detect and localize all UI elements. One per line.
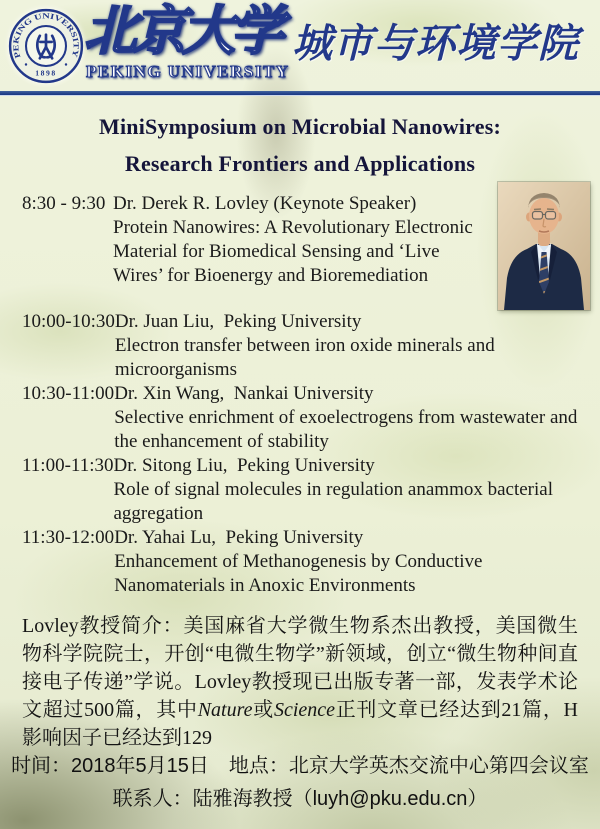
pku-seal-logo: [8, 6, 84, 86]
schedule-item: [22, 526, 590, 598]
header-divider-rule: [0, 91, 600, 96]
schedule-time: 10:00-10:30: [22, 311, 115, 332]
poster-title-line1: MiniSymposium on Microbial Nanowires:: [98, 114, 501, 139]
schedule-item: [22, 310, 590, 382]
schedule-time: 11:30-12:00: [22, 527, 115, 548]
schedule-desc: [113, 192, 485, 288]
schedule-speaker: Dr. Xin Wang, Nankai University: [114, 383, 374, 404]
schedule-talk-title: Protein Nanowires: A Revolutionary Electronic Material for Biomedical Sensing and ‘Live Wires’ for Bioenergy and Bioremediation: [113, 217, 473, 286]
schedule-talk-title: Role of signal molecules in regulation anammox bacterial aggregation: [113, 479, 553, 524]
schedule-list: [22, 192, 590, 598]
schedule-item: [22, 382, 590, 454]
event-time-location: 时间：2018年5月15日 地点：北京大学英杰交流中心第四会议室: [11, 755, 589, 777]
schedule-talk-title: Enhancement of Methanogenesis by Conductive Nanomaterials in Anoxic Environments: [114, 551, 483, 596]
schedule-desc: [113, 454, 590, 526]
poster-title-line2: Research Frontiers and Applications: [124, 151, 476, 176]
schedule-item: [22, 454, 590, 526]
department-name-cn: 城市与环境学院: [292, 21, 579, 66]
schedule-speaker: Dr. Derek R. Lovley (Keynote Speaker): [113, 193, 417, 214]
schedule-desc: [115, 310, 590, 382]
schedule-talk-title: Selective enrichment of exoelectrogens from wastewater and the enhancement of stability: [114, 407, 578, 452]
schedule-talk-title: Electron transfer between iron oxide minerals and microorganisms: [114, 335, 495, 380]
university-name-cn: 北京大学: [84, 3, 280, 61]
schedule-desc: [114, 382, 590, 454]
university-name-en: PEKING UNIVERSITY: [86, 62, 290, 81]
seal-ring-text: PEKING UNIVERSITY: [11, 11, 81, 60]
schedule-speaker: Dr. Sitong Liu, Peking University: [113, 455, 375, 476]
speaker-bio: Lovley教授简介：美国麻省大学微生物系杰出教授，美国微生物科学院院士，开创“电微生物学”新领域，创立“微生物种间直接电子传递”学说。Lovley教授现已出版专著一部，发表学术论文超过500篇，其中Nature或Science正刊文章已经达到21篇，H影响因子已经达到129: [22, 615, 578, 749]
footer: [0, 750, 600, 816]
schedule-time: 10:30-11:00: [22, 383, 115, 404]
schedule-speaker: Dr. Juan Liu, Peking University: [114, 311, 362, 332]
contact-line: 联系人：陆雅海教授（luyh@pku.edu.cn）: [112, 788, 488, 810]
seal-year-text: 1898: [35, 68, 57, 78]
schedule-item: [22, 192, 590, 288]
schedule-time: 8:30 - 9:30: [22, 193, 106, 214]
schedule-speaker: Dr. Yahai Lu, Peking University: [114, 527, 364, 548]
schedule-desc: [114, 526, 590, 598]
poster-title: [0, 108, 600, 182]
schedule-time: 11:00-11:30: [22, 455, 114, 476]
